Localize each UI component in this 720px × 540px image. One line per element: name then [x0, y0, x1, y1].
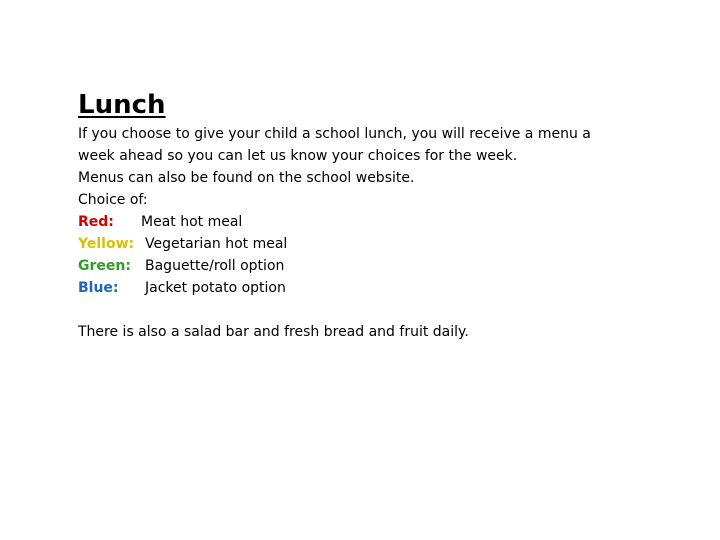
choice-heading: Choice of: [78, 192, 148, 208]
choice-value-green: Baguette/roll option [145, 258, 285, 274]
choice-list [78, 211, 678, 299]
closing-paragraph: There is also a salad bar and fresh bread and fruit daily. [78, 324, 469, 340]
page-title: Lunch [78, 90, 166, 120]
choice-label-blue: Blue: [78, 280, 119, 296]
choice-item-green [78, 255, 678, 277]
choice-item-red [78, 211, 678, 233]
intro-paragraph [78, 123, 678, 211]
choice-value-yellow: Vegetarian hot meal [145, 236, 288, 252]
slide-content [78, 88, 678, 343]
choice-item-blue [78, 277, 678, 299]
spacer [78, 299, 678, 321]
choice-label-green: Green: [78, 258, 131, 274]
choice-value-blue: Jacket potato option [145, 280, 286, 296]
choice-item-yellow [78, 233, 678, 255]
choice-label-yellow: Yellow: [78, 236, 135, 252]
intro-line: If you choose to give your child a school lunch, you will receive a menu a [78, 126, 591, 142]
choice-value-red: Meat hot meal [141, 214, 243, 230]
choice-label-red: Red: [78, 214, 114, 230]
intro-line: week ahead so you can let us know your choices for the week. [78, 148, 518, 164]
intro-line: Menus can also be found on the school website. [78, 170, 415, 186]
